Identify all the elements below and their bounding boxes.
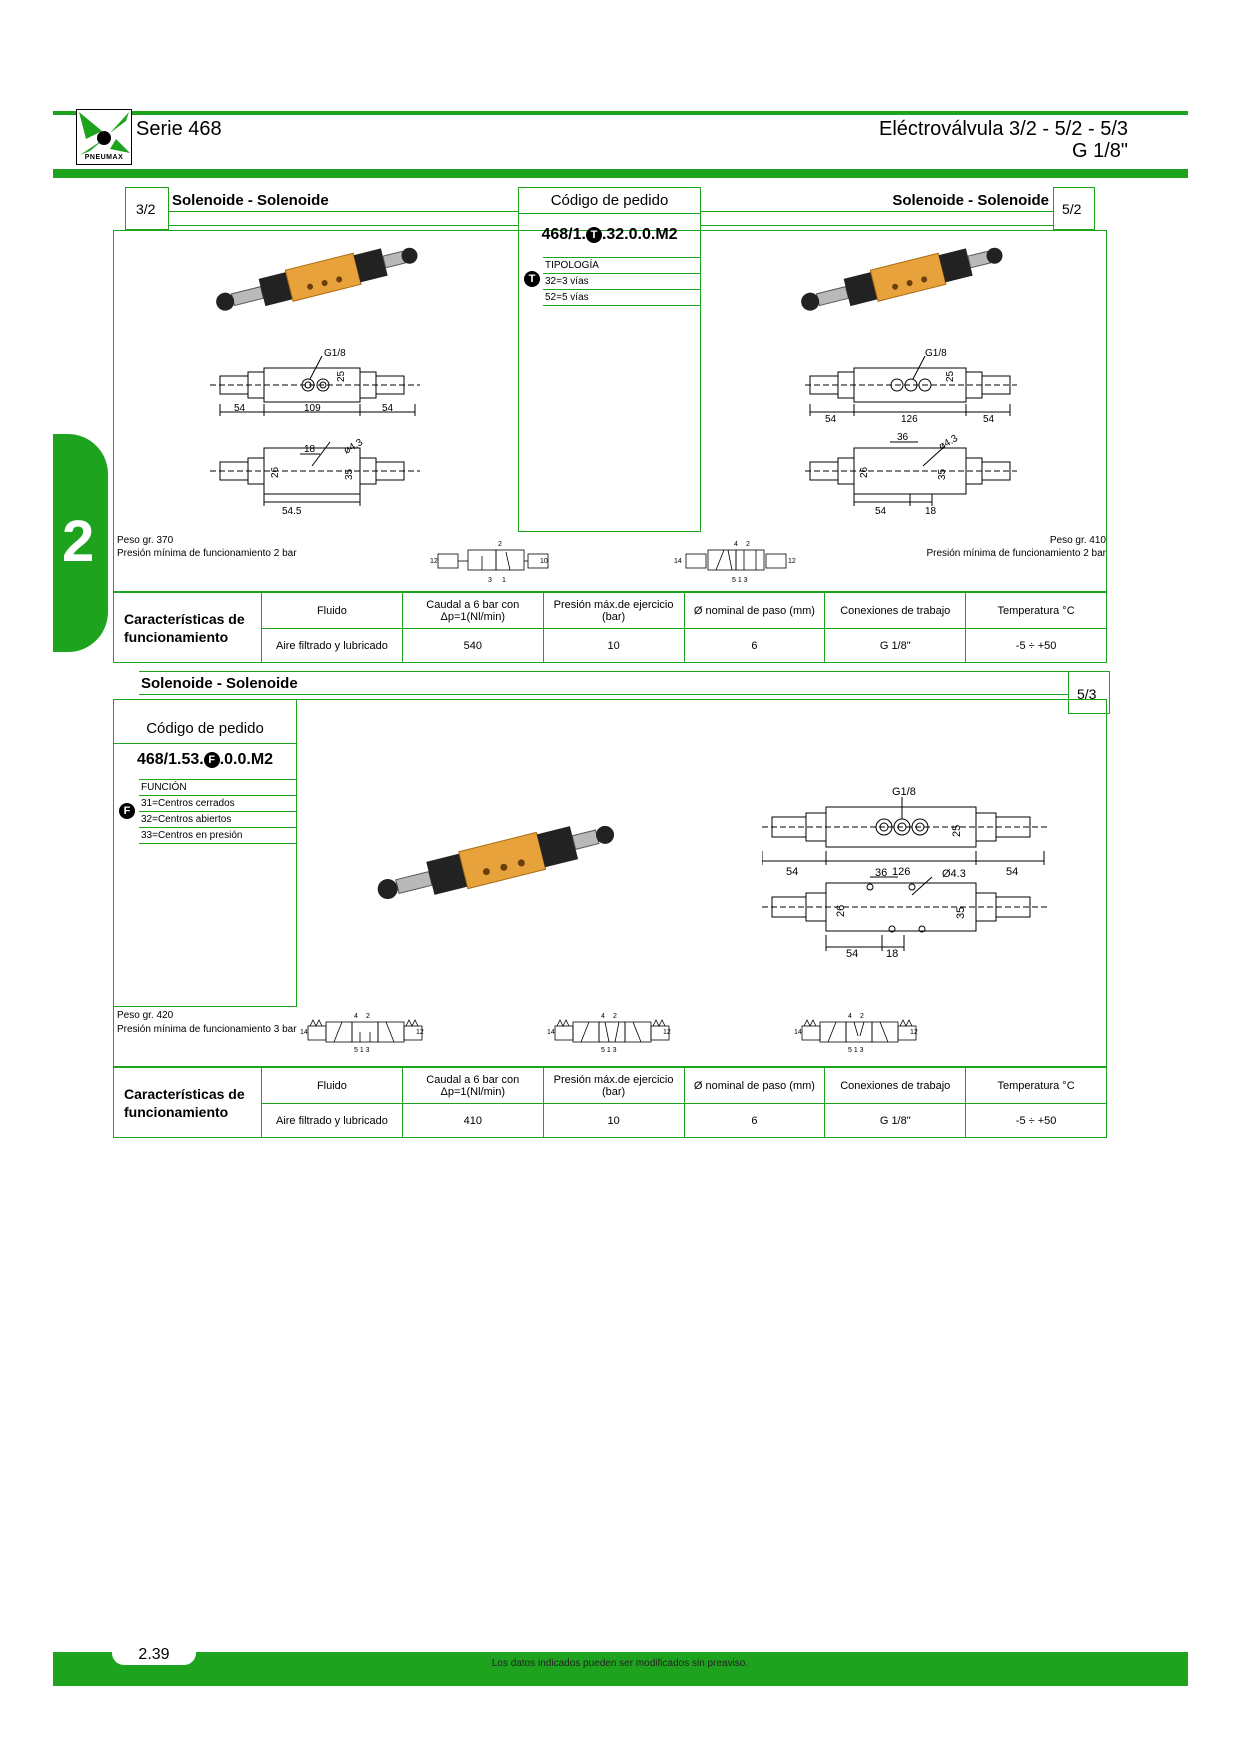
pressure-5-2: Presión mínima de funcionamiento 2 bar (926, 548, 1106, 559)
dim-52-e: ø4.3 (937, 433, 960, 453)
title-right-solenoide: Solenoide - Solenoide (892, 192, 1049, 209)
dim-52-f: 26 (859, 466, 870, 478)
header-top-rule (53, 111, 1188, 115)
dim-52-c: 54 (983, 414, 995, 425)
order-code-suffix: .32.0.0.M2 (601, 226, 678, 243)
table-bottom-col-2: Presión máx.de ejercicio (bar) (543, 1068, 684, 1104)
dim-52-port: G1/8 (925, 348, 947, 359)
sym53b-p4: 4 (601, 1013, 605, 1020)
table-bottom-col-3: Ø nominal de paso (mm) (684, 1068, 825, 1104)
drawing-5-2 (805, 342, 1020, 522)
sym52-p2: 2 (746, 541, 750, 548)
weight-3-2: Peso gr. 370 (117, 535, 174, 546)
dim-32-b: 109 (304, 403, 321, 414)
dim-53-c: 54 (1006, 866, 1019, 878)
dim-53-f: 26 (835, 904, 847, 917)
option-33: 33=Centros en presión (139, 827, 297, 844)
drawing-3-2 (210, 342, 425, 522)
dim-32-d: 18 (304, 444, 316, 455)
table-bottom-val-3: 6 (684, 1104, 825, 1138)
characteristics-table-bottom (113, 1067, 1107, 1138)
table-bottom-col-0: Fluido (262, 1068, 403, 1104)
table-top-val-4: G 1/8" (825, 629, 966, 663)
dim-32-e: ø4.3 (342, 437, 365, 457)
table-top-val-0: Aire filtrado y lubricado (262, 629, 403, 663)
table-top-val-2: 10 (543, 629, 684, 663)
pressure-3-2: Presión mínima de funcionamiento 2 bar (117, 548, 297, 559)
dim-53-port: G1/8 (892, 786, 916, 798)
order-rule-bottom (113, 743, 297, 744)
dim-53-b: 126 (892, 866, 911, 878)
sym53b-p513: 5 1 3 (601, 1047, 617, 1054)
sym53c-p4: 4 (848, 1013, 852, 1020)
sym53b-p2: 2 (613, 1013, 617, 1020)
dim-53-d-label: 36 (875, 867, 888, 879)
valve-image-5-3 (370, 820, 630, 900)
dim-52-a: 54 (825, 414, 837, 425)
order-heading-top: Código de pedido (550, 192, 669, 209)
title-bottom-rule1 (139, 671, 1069, 672)
pressure-5-3: Presión mínima de funcionamiento 3 bar (117, 1024, 297, 1035)
dim-52-h: 54 (875, 506, 887, 517)
sym52-p12: 12 (788, 558, 796, 565)
dim-53-j: 25 (951, 824, 963, 837)
dim-32-c: 54 (382, 403, 394, 414)
title-left-rule1 (169, 211, 519, 212)
footer-note: Los datos indicados pueden ser modificados sin preaviso. (491, 1658, 749, 1669)
title-right-rule1 (701, 211, 1053, 212)
dim-32-i: 25 (336, 370, 347, 382)
weight-5-2: Peso gr. 410 (1049, 535, 1106, 546)
option-heading-tipologia: TIPOLOGÍA (543, 257, 701, 273)
order-code-bottom (113, 751, 297, 769)
title-right-rule2 (701, 225, 1053, 226)
order-code-bottom-prefix: 468/1.53. (136, 751, 204, 768)
dim-52-d: 36 (897, 432, 909, 443)
sym52-p513: 5 1 3 (732, 577, 748, 584)
order-code-top (518, 226, 701, 244)
sym53c-p2: 2 (860, 1013, 864, 1020)
dim-32-a: 54 (234, 403, 246, 414)
sym32-p1: 1 (502, 577, 506, 584)
table-bottom-val-4: G 1/8" (825, 1104, 966, 1138)
page-title-line2: G 1/8" (1071, 140, 1128, 162)
dim-53-h: 54 (846, 948, 859, 958)
sym53a-p14: 14 (300, 1029, 308, 1036)
order-rule-top (518, 213, 701, 214)
logo-text: PNEUMAX (84, 154, 124, 161)
marker-f-inline: F (204, 752, 220, 768)
table-top-header: Características de funcionamiento (114, 593, 262, 663)
option-32-bottom: 32=Centros abiertos (139, 811, 297, 827)
dim-53-i: 18 (886, 948, 899, 958)
marker-t-inline: T (586, 227, 602, 243)
page-number: 2.39 (138, 1646, 170, 1663)
marker-f: F (119, 803, 135, 819)
option-32: 32=3 vías (543, 273, 701, 289)
characteristics-table-top (113, 592, 1107, 663)
table-bottom-col-1: Caudal a 6 bar con Δp=1(Nl/min) (402, 1068, 543, 1104)
table-bottom-val-5: -5 ÷ +50 (966, 1104, 1107, 1138)
sym32-p3: 3 (488, 577, 492, 584)
table-top-col-4: Conexiones de trabajo (825, 593, 966, 629)
table-bottom-col-5: Temperatura °C (966, 1068, 1107, 1104)
order-code-bottom-suffix: .0.0.M2 (219, 751, 274, 768)
sym52-p4: 4 (734, 541, 738, 548)
option-52: 52=5 vías (543, 289, 701, 306)
sym32-p10: 10 (540, 558, 548, 565)
sym52-p14: 14 (674, 558, 682, 565)
sym32-p2: 2 (498, 541, 502, 548)
header-bottom-rule (53, 169, 1188, 178)
table-top-col-5: Temperatura °C (966, 593, 1107, 629)
order-code-panel-bottom (113, 699, 297, 1007)
chapter-number: 2 (62, 509, 95, 574)
symbol-5-3-pressure (792, 1012, 922, 1054)
sym53a-p2: 2 (366, 1013, 370, 1020)
table-top-col-0: Fluido (262, 593, 403, 629)
dim-52-i: 18 (925, 506, 937, 517)
dim-52-g: 35 (937, 468, 948, 480)
table-bottom-val-1: 410 (402, 1104, 543, 1138)
symbol-3-2 (428, 538, 556, 584)
sym32-p12: 12 (430, 558, 438, 565)
table-top-col-3: Ø nominal de paso (mm) (684, 593, 825, 629)
table-top-col-2: Presión máx.de ejercicio (bar) (543, 593, 684, 629)
pneumax-logo (76, 109, 132, 165)
dim-53-e: Ø4.3 (942, 868, 966, 880)
title-left-rule2 (169, 225, 519, 226)
sym53a-p513: 5 1 3 (354, 1047, 370, 1054)
dim-53-a: 54 (786, 866, 799, 878)
sym53b-p12: 12 (663, 1029, 671, 1036)
valve-image-3-2 (210, 242, 430, 312)
page-title-line1: Eléctroválvula 3/2 - 5/2 - 5/3 (878, 118, 1128, 140)
sym53b-p14: 14 (547, 1029, 555, 1036)
sym53c-p14: 14 (794, 1029, 802, 1036)
sym53a-p12: 12 (416, 1029, 424, 1036)
order-heading-bottom: Código de pedido (146, 720, 264, 737)
sym53c-p12: 12 (910, 1029, 918, 1036)
sym53c-p513: 5 1 3 (848, 1047, 864, 1054)
option-heading-funcion: FUNCIÓN (139, 779, 297, 795)
title-bottom-rule2 (139, 694, 1069, 695)
code-5-2: 5/2 (1062, 201, 1082, 217)
symbol-5-3-open (545, 1012, 675, 1054)
symbol-5-2 (672, 538, 800, 584)
dim-32-h: 54.5 (282, 506, 302, 517)
table-bottom-col-4: Conexiones de trabajo (825, 1068, 966, 1104)
table-bottom-val-0: Aire filtrado y lubricado (262, 1104, 403, 1138)
table-bottom-val-2: 10 (543, 1104, 684, 1138)
title-bottom-solenoide: Solenoide - Solenoide (141, 675, 298, 692)
table-top-val-3: 6 (684, 629, 825, 663)
option-31: 31=Centros cerrados (139, 795, 297, 811)
order-code-prefix: 468/1. (541, 226, 586, 243)
table-top-col-1: Caudal a 6 bar con Δp=1(Nl/min) (402, 593, 543, 629)
dim-32-port: G1/8 (324, 348, 346, 359)
dim-53-g: 35 (955, 906, 967, 919)
weight-5-3: Peso gr. 420 (117, 1010, 174, 1021)
symbol-5-3-closed (298, 1012, 428, 1054)
table-top-val-5: -5 ÷ +50 (966, 629, 1107, 663)
drawing-5-3 (762, 783, 1052, 958)
table-bottom-header: Características de funcionamiento (114, 1068, 262, 1138)
table-top-val-1: 540 (402, 629, 543, 663)
code-3-2: 3/2 (136, 201, 156, 217)
title-left-solenoide: Solenoide - Solenoide (172, 192, 329, 209)
series-title: Serie 468 (136, 118, 222, 140)
dim-32-f: 26 (270, 466, 281, 478)
dim-52-j: 25 (945, 370, 956, 382)
sym53a-p4: 4 (354, 1013, 358, 1020)
dim-32-g: 35 (344, 468, 355, 480)
marker-t: T (524, 271, 540, 287)
valve-image-5-2 (795, 242, 1015, 312)
dim-52-b: 126 (901, 414, 918, 425)
code-5-3: 5/3 (1077, 686, 1097, 702)
